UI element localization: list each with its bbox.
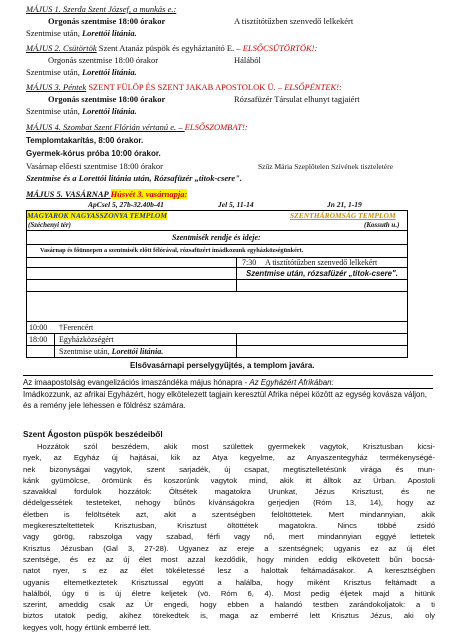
day4-choir: Gyermek-kórus próba 10:00 órakor. bbox=[26, 149, 161, 158]
reading-second: Jel 5, 11-14 bbox=[218, 200, 254, 209]
sermon-line: halálból, úgy ti is új életre keljetek (vö. Róm 6, 4). Most pedig éljetek majd a hitünk bbox=[23, 588, 435, 598]
day2-after-mass: Szentmise után, Lorettói litánia. bbox=[26, 67, 137, 77]
left-after-mass: Szentmise után, Lorettói litánia. bbox=[59, 347, 164, 356]
right-after-mass: Szentmise után, rózsafüzér „titok-csere". bbox=[246, 269, 398, 278]
day4-intention: Szűz Mária Szeplőtelen Szívének tiszteletére bbox=[258, 162, 393, 171]
church-left-name: MAGYAROK NAGYASSZONYA TEMPLOM bbox=[27, 211, 168, 220]
collection-notice: Elsővasárnapi perselygyűjtés, a templom javára. bbox=[130, 361, 315, 370]
sermon-line: biztos utatok pedig, akihez törekedtek is, maga az emberré lett Krisztus Jézus, aki oly bbox=[23, 611, 435, 621]
day3-after-mass: Szentmise után, Lorettói litánia. bbox=[26, 106, 137, 116]
sermon-line: nyek, az Egyház új hajtásai, kik az Atya kegyelme, az Anyaszentegyház termékenységé- bbox=[23, 453, 435, 463]
divider bbox=[236, 257, 237, 291]
left-mass-time: 18:00 bbox=[29, 335, 48, 344]
sermon-title: Szent Ágoston püspök beszédeiből bbox=[23, 429, 163, 439]
sermon-line: nek bizonyságai vagytok, szent sarjadék, új csapat, megtisztelletésünk virága és mun- bbox=[23, 464, 435, 474]
day4-vigil-mass: Vasárnap előesti szentmise 18:00 órakor bbox=[26, 161, 163, 171]
divider bbox=[26, 244, 408, 245]
apostolate-intro: Az imaapostolság evangelizációs imaszándéka május hónapra - Az Egyházért Afrikában: bbox=[23, 378, 334, 387]
sunday-heading: MÁJUS 5. VASÁRNAP Húsvét 3. vasárnapja: bbox=[26, 189, 188, 199]
divider bbox=[26, 345, 408, 346]
sermon-line: kánk gyümölcse, örömünk és koszorúnk vagytok mind, akik itt álltok az Úrban. Apostoli bbox=[23, 475, 435, 485]
day2-intention: Hálából bbox=[234, 55, 261, 65]
day1-heading: MÁJUS 1. Szerda Szent József, a munkás e.: bbox=[26, 4, 177, 14]
mass-order-title: Szentmisék rendje és ideje: bbox=[172, 233, 261, 242]
reading-gospel: Jn 21, 1-19 bbox=[327, 200, 362, 209]
divider bbox=[26, 321, 408, 322]
sermon-line: kegyes volt, hogy értünk emberré lett. bbox=[23, 622, 152, 632]
day3-intention: Rózsafüzér Társulat elhunyt tagjaiért bbox=[234, 94, 360, 104]
divider bbox=[26, 333, 408, 334]
sermon-line: dédelgessétek testeteket, nehogy bűnös kívánságokra gerjedjen (Róm 13, 14), hogy az bbox=[23, 498, 435, 508]
church-right-name: SZENTHÁROMSÁG TEMPLOM bbox=[290, 211, 396, 220]
divider bbox=[26, 230, 408, 231]
divider bbox=[26, 357, 408, 358]
day2-heading: MÁJUS 2. Csütörtök Szent Atanáz püspök és egyháztanító E. – ELSŐCSÜTÖRTÖK!: bbox=[26, 43, 318, 53]
left-mass-time: 10:00 bbox=[29, 323, 48, 332]
left-mass-intention: Egyházközségért bbox=[59, 335, 114, 344]
day4-heading: MÁJUS 4. Szombat Szent Flórián vértanú e. – ELSŐSZOMBAT!: bbox=[26, 122, 248, 132]
divider bbox=[26, 267, 408, 268]
rosary-notice: Vasárnap és főünnepen a szentmisék előtt félórával, rózsafüzért imádkozunk egyházközségünkért. bbox=[40, 247, 304, 254]
divider bbox=[236, 333, 237, 357]
day3-heading: MÁJUS 3. Péntek SZENT FÜLÖP ÉS SZENT JAKAB APOSTOLOK Ü. – ELSŐPÉNTEK!: bbox=[26, 82, 342, 92]
church-right-location: (Kossuth u.) bbox=[364, 221, 400, 229]
divider bbox=[54, 333, 55, 357]
day1-after-mass: Szentmise után, Lorettói litánia. bbox=[26, 28, 137, 38]
sermon-line: szerint, ameddig csak az Úr engedi, hogy ebben a halandó testben zarándokoljatok: a ti bbox=[23, 600, 435, 610]
right-mass-intention: A tisztítótűzben szenvedő lelkekért bbox=[265, 258, 378, 267]
day3-mass-time: Orgonás szentmise 18:00 órakor bbox=[48, 94, 166, 104]
sermon-line: Krisztus Jézusban (Gal 3, 27-28). Ugyanez az ereje a szentségnek; ugyanis ez az új élet bbox=[23, 543, 435, 553]
day1-mass-time: Orgonás szentmise 18:00 órakor bbox=[48, 16, 166, 26]
day1-intention: A tisztítótűzben szenvedő lelkekért bbox=[234, 16, 354, 26]
sermon-body bbox=[23, 441, 435, 633]
sermon-line: szentsége, és ez az új élet most azzal kezdődik, hogy minden eddig elkövetett bűn bocsá- bbox=[23, 554, 435, 564]
sermon-line: életben is felöltsétek azt, akit a szentségben felöltöttetek. Mert mindannyian, akik bbox=[23, 509, 435, 519]
sermon-line: ugyanis eltemetkeztetek Krisztussal együtt a halálba, hogy miként Krisztus feltámadt a bbox=[23, 577, 435, 587]
divider bbox=[23, 375, 433, 376]
reading-first: ApCsel 5, 27b-32.40b-41 bbox=[88, 200, 164, 209]
sermon-line: vagy görög, rabszolga vagy szabad, férfi vagy nő, mert mindannyian eggyé lettetek bbox=[23, 532, 435, 542]
sermon-line: Hozzátok szól beszédem, akik most születtek gyermekek vagytok, Krisztusban kicsi- bbox=[37, 442, 435, 451]
church-left-location: (Széchenyi tér) bbox=[28, 221, 71, 229]
apostolate-text: Imádkozzunk, az afrikai Egyházért, hogy elkötelezett tagjain keresztül Afrika népei között az egység kovásza váljon, és a remény jele lehessen e földrész számára. bbox=[23, 390, 427, 410]
divider bbox=[26, 279, 408, 280]
day2-mass-time: Orgonás szentmise 18:00 órakor bbox=[48, 55, 159, 65]
sermon-line: megkereszteltettetek Krisztusban, Krisztust öltöttétek magatokra. Nincs többé zsidó bbox=[23, 521, 435, 531]
day4-cleaning: Templomtakarítás, 8:00 órakor. bbox=[26, 136, 144, 145]
sermon-line: szavakkal fordulok hozzátok: Öltsétek magatokra Urunkat, Jézus Krisztust, és ne bbox=[23, 487, 435, 497]
day4-after-mass: Szentmise és a Lorettói litánia után, Rózsafüzér „titok-csere". bbox=[26, 173, 243, 183]
left-mass-intention: †Ferencért bbox=[59, 323, 94, 332]
sermon-line: natot nyer, s ez az élet tökéletessé lesz a halottak feltámadásakor. A keresztségben bbox=[23, 566, 435, 576]
right-mass-time: 7:30 bbox=[242, 258, 257, 267]
divider bbox=[26, 291, 408, 292]
